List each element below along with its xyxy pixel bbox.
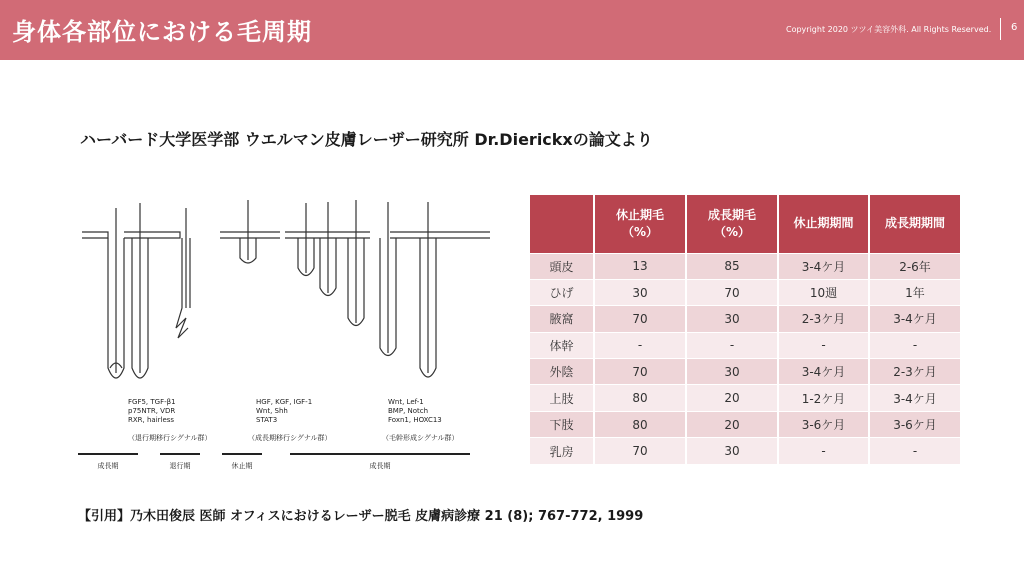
cell: 30 xyxy=(686,438,778,464)
table-row xyxy=(530,332,960,358)
table-row xyxy=(530,359,960,385)
signal-group-1-label: （退行期移行シグナル群） xyxy=(128,434,212,442)
header-cell-region xyxy=(530,195,594,253)
row-label: 乳房 xyxy=(530,438,594,464)
header-cell-anagen-pct: 成長期毛 （%） xyxy=(686,195,778,253)
row-label: 頭皮 xyxy=(530,253,594,279)
page-number: 6 xyxy=(1011,22,1018,33)
cell: 13 xyxy=(594,253,686,279)
cell: 30 xyxy=(686,306,778,332)
cell: 1年 xyxy=(869,279,960,305)
phase-label-telogen: 休止期 xyxy=(231,462,253,470)
cell: 30 xyxy=(686,359,778,385)
signal-group-1-line-3: RXR, hairless xyxy=(128,416,175,424)
cell: - xyxy=(594,332,686,358)
row-label: 体幹 xyxy=(530,332,594,358)
signal-group-3-line-3: Foxn1, HOXC13 xyxy=(388,416,442,424)
signal-group-2-line-2: Wnt, Shh xyxy=(256,407,288,415)
cell: 80 xyxy=(594,411,686,437)
table-row xyxy=(530,279,960,305)
table-row xyxy=(530,385,960,411)
slide-title: 身体各部位における毛周期 xyxy=(12,18,312,46)
row-label: 上肢 xyxy=(530,385,594,411)
signal-group-2-line-1: HGF, KGF, IGF-1 xyxy=(256,398,313,406)
signal-group-2-label: （成長期移行シグナル群） xyxy=(248,434,332,442)
cell: 70 xyxy=(686,279,778,305)
cell: 3-4ケ月 xyxy=(778,253,869,279)
table-row xyxy=(530,306,960,332)
row-label: 腋窩 xyxy=(530,306,594,332)
signal-group-1-line-2: p75NTR, VDR xyxy=(128,407,176,415)
cell: 3-6ケ月 xyxy=(869,411,960,437)
citation-text: 【引用】乃木田俊辰 医師 オフィスにおけるレーザー脱毛 皮膚病診療 21 (8); 767-772, 1999 xyxy=(78,509,644,524)
phase-label-anagen-1: 成長期 xyxy=(97,462,119,470)
copyright-text: Copyright 2020 ツツイ美容外科. All Rights Reserved. xyxy=(786,25,992,34)
hair-cycle-table-wrapper xyxy=(530,195,960,464)
cell: 3-4ケ月 xyxy=(778,359,869,385)
table-row xyxy=(530,253,960,279)
cell: 20 xyxy=(686,385,778,411)
cell: 70 xyxy=(594,359,686,385)
signal-group-1-line-1: FGF5, TGF-β1 xyxy=(128,398,176,406)
table-row xyxy=(530,438,960,464)
phase-label-catagen: 退行期 xyxy=(169,462,191,470)
source-subtitle: ハーバード大学医学部 ウエルマン皮膚レーザー研究所 Dr.Dierickxの論文より xyxy=(80,130,653,149)
table-header-row xyxy=(530,195,960,253)
cell: 70 xyxy=(594,438,686,464)
row-label: 外陰 xyxy=(530,359,594,385)
header-cell-telogen-pct: 休止期毛 （%） xyxy=(594,195,686,253)
cell: - xyxy=(869,438,960,464)
cell: - xyxy=(778,332,869,358)
header-divider xyxy=(1000,18,1001,40)
signal-group-3-line-2: BMP, Notch xyxy=(388,407,429,415)
hair-follicle-drawings xyxy=(82,200,490,378)
cell: 2-3ケ月 xyxy=(869,359,960,385)
table-row xyxy=(530,411,960,437)
signal-group-3-label: （毛幹形成シグナル群） xyxy=(382,434,459,442)
cell: - xyxy=(778,438,869,464)
hair-cycle-diagram xyxy=(70,188,510,478)
cell: 10週 xyxy=(778,279,869,305)
cell: - xyxy=(686,332,778,358)
cell: 80 xyxy=(594,385,686,411)
slide-header xyxy=(0,0,1024,60)
signal-group-2-line-3: STAT3 xyxy=(256,416,278,424)
header-cell-telogen-duration: 休止期期間 xyxy=(778,195,869,253)
cell: 3-6ケ月 xyxy=(778,411,869,437)
cell: 30 xyxy=(594,279,686,305)
hair-cycle-table xyxy=(530,195,960,464)
header-cell-anagen-duration: 成長期期間 xyxy=(869,195,960,253)
row-label: ひげ xyxy=(530,279,594,305)
cell: 2-3ケ月 xyxy=(778,306,869,332)
cell: 20 xyxy=(686,411,778,437)
row-label: 下肢 xyxy=(530,411,594,437)
cell: 3-4ケ月 xyxy=(869,306,960,332)
cell: 70 xyxy=(594,306,686,332)
signal-group-3-line-1: Wnt, Lef-1 xyxy=(388,398,424,406)
phase-label-anagen-2: 成長期 xyxy=(369,462,391,470)
hair-cycle-figure xyxy=(70,188,510,478)
cell: - xyxy=(869,332,960,358)
cell: 2-6年 xyxy=(869,253,960,279)
cell: 85 xyxy=(686,253,778,279)
cell: 1-2ケ月 xyxy=(778,385,869,411)
cell: 3-4ケ月 xyxy=(869,385,960,411)
